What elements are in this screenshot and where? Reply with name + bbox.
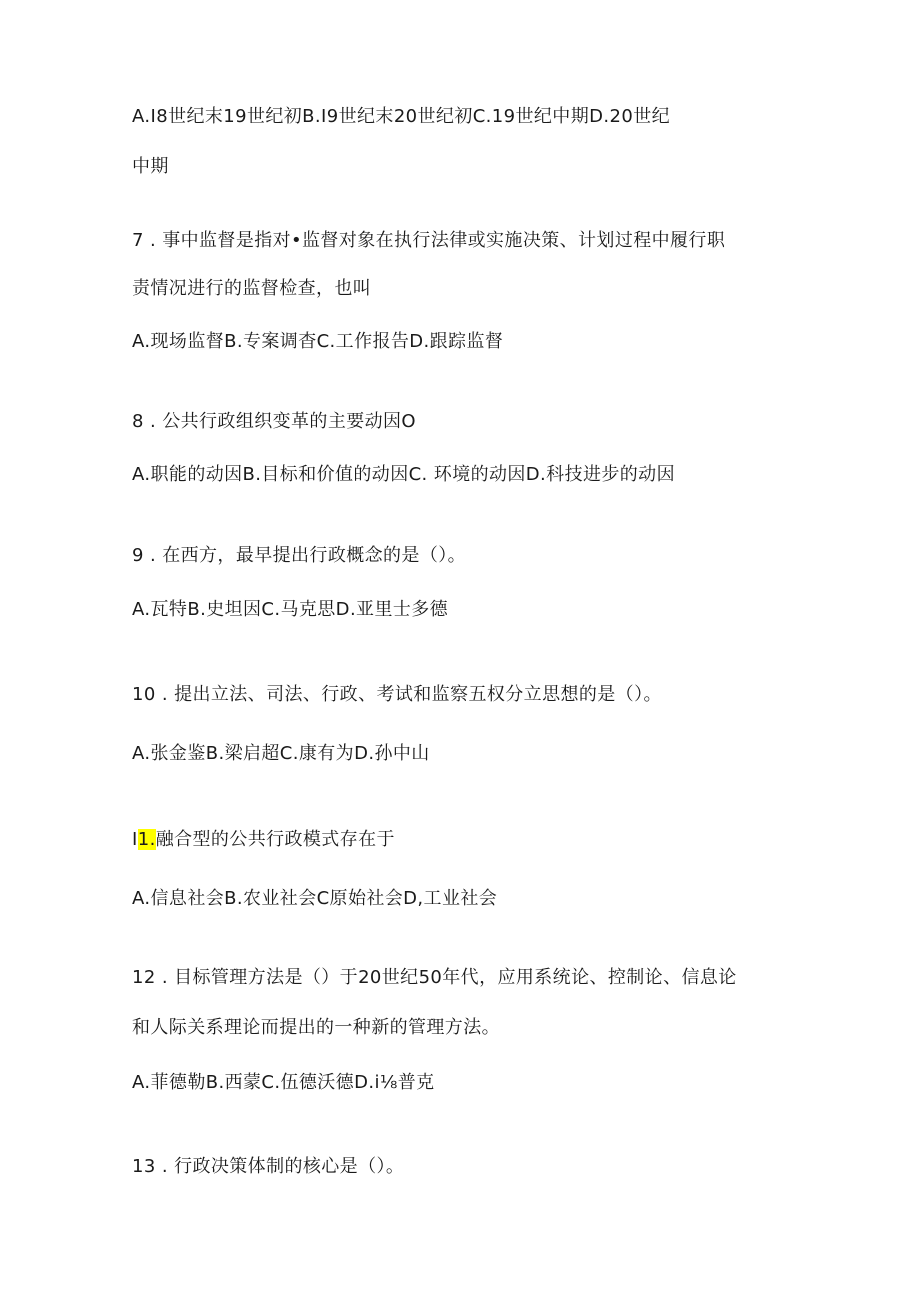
- question-11-text: 融合型的公共行政模式存在于: [155, 829, 395, 850]
- question-12-stem-line-2: 和人际关系理论而提出的一种新的管理方法。: [132, 1017, 500, 1038]
- question-6-options-line-1: A.I8世纪末19世纪初B.I9世纪末20世纪初C.19世纪中期D.20世纪: [132, 106, 670, 127]
- question-11-number-prefix: I: [132, 829, 138, 850]
- question-6-options-line-2: 中期: [132, 156, 169, 177]
- question-9-options: A.瓦特B.史坦因C.马克思D.亚里士多德: [132, 599, 449, 620]
- question-13-stem: 13 . 行政决策体制的核心是（）。: [132, 1156, 405, 1177]
- question-8-stem: 8 . 公共行政组织变革的主要动因O: [132, 411, 416, 432]
- question-12-stem-line-1: 12 . 目标管理方法是（）于20世纪50年代，应用系统论、控制论、信息论: [132, 967, 737, 988]
- question-7-options: A.现场监督B.专案调杳C.工作报告D.跟踪监督: [132, 331, 504, 352]
- question-10-stem: 10 . 提出立法、司法、行政、考试和监察五权分立思想的是（）。: [132, 684, 662, 705]
- question-9-stem: 9 . 在西方，最早提出行政概念的是（）。: [132, 545, 467, 566]
- question-11-options: A.信息社会B.农业社会C原始社会D,工业社会: [132, 888, 498, 909]
- question-12-options: A.菲德勒B.西蒙C.伍德沃德D.i⅛普克: [132, 1072, 435, 1093]
- question-11-stem: [132, 827, 395, 853]
- highlighted-question-number: 1.: [137, 829, 156, 850]
- question-8-options: A.职能的动因B.目标和价值的动因C. 环境的动因D.科技进步的动因: [132, 464, 675, 485]
- question-7-stem-line-1: 7 . 事中监督是指对•监督对象在执行法律或实施决策、计划过程中履行职: [132, 230, 726, 251]
- question-7-stem-line-2: 责情况进行的监督检查，也叫: [132, 278, 372, 299]
- question-10-options: A.张金鉴B.梁启超C.康有为D.孙中山: [132, 743, 430, 764]
